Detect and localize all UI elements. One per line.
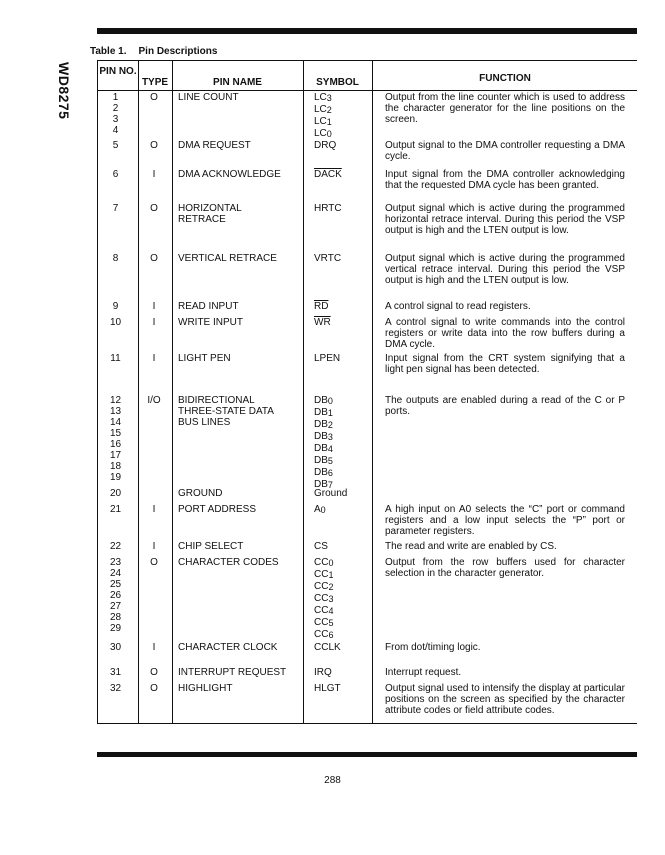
column-divider [138, 61, 139, 723]
pin-function: Output from the line counter which is used to address the character generator for the line positions on the screen. [385, 92, 625, 125]
pin-function: Input signal from the DMA controller acknowledging that the requested DMA cycle has been granted. [385, 169, 625, 191]
pin-symbol [314, 541, 384, 552]
symbol-line: CCLK [314, 642, 341, 653]
pin-name: CHARACTER CODES [178, 557, 279, 568]
pin-name: READ INPUT [178, 301, 239, 312]
pin-numbers: 8 [112, 253, 119, 264]
symbol-line: DACK [314, 169, 342, 180]
pin-numbers: 9 [112, 301, 119, 312]
pin-numbers: 5 [112, 140, 119, 151]
pin-name: HORIZONTAL RETRACE [178, 203, 242, 225]
symbol-line: $DB_5$ [314, 455, 333, 466]
pin-function: A high input on A0 selects the “C” port or command registers and a low input selects the “P” port or parameter registers. [385, 504, 625, 537]
pin-type: O [150, 92, 158, 103]
symbol-line: $DB_7$ [314, 479, 333, 490]
symbol-line: $LC_3$ [314, 92, 332, 103]
symbol-line: $CC_6$ [314, 629, 334, 640]
pin-function: A control signal to read registers. [385, 301, 531, 312]
column-divider [172, 61, 173, 723]
pin-name: GROUND [178, 488, 223, 499]
pin-type: O [150, 253, 158, 264]
symbol-line: $DB_4$ [314, 443, 333, 454]
pin-symbol [314, 395, 384, 491]
pin-numbers: 1 2 3 4 [112, 92, 119, 136]
pin-symbol [314, 488, 384, 499]
pin-numbers: 6 [112, 169, 119, 180]
pin-function: Input signal from the CRT system signifying that a light pen signal has been detected. [385, 353, 625, 375]
pin-numbers: 31 [109, 667, 122, 678]
column-divider [303, 61, 304, 723]
pin-name: CHARACTER CLOCK [178, 642, 278, 653]
pin-numbers: 23 24 25 26 27 28 29 [109, 557, 122, 634]
pin-name: LIGHT PEN [178, 353, 231, 364]
symbol-line: $CC_5$ [314, 617, 334, 628]
symbol-line: $DB_2$ [314, 419, 333, 430]
pin-numbers: 22 [109, 541, 122, 552]
pin-numbers: 11 [110, 353, 121, 364]
table-caption [90, 46, 229, 57]
pin-name: INTERRUPT REQUEST [178, 667, 287, 678]
bottom-rule [97, 752, 637, 757]
pin-type: O [150, 683, 158, 694]
pin-symbol [314, 92, 384, 140]
document-side-label: WD8275 [56, 62, 72, 120]
pin-symbol [314, 683, 384, 694]
pin-function: From dot/timing logic. [385, 642, 481, 653]
pin-function: Output from the row buffers used for character selection in the character generator. [385, 557, 625, 579]
symbol-line: $DB_0$ [314, 395, 333, 406]
pin-symbol [314, 642, 384, 653]
pin-name: WRITE INPUT [178, 317, 243, 328]
pin-type: I [152, 504, 156, 515]
pin-symbol [314, 353, 384, 364]
pin-type: O [150, 140, 158, 151]
pin-name: DMA ACKNOWLEDGE [178, 169, 281, 180]
symbol-line: HLGT [314, 683, 341, 694]
symbol-line: LPEN [314, 353, 341, 364]
symbol-line: $CC_3$ [314, 593, 334, 604]
pin-type: I [152, 301, 156, 312]
pin-type: I [152, 541, 156, 552]
pin-type: I [152, 317, 156, 328]
table-title: Pin Descriptions [138, 46, 218, 57]
pin-type: I [152, 642, 156, 653]
pin-type: O [150, 203, 158, 214]
symbol-line: $LC_2$ [314, 104, 332, 115]
pin-name: BIDIRECTIONAL THREE-STATE DATA BUS LINES [178, 395, 274, 428]
pin-type: I [152, 169, 156, 180]
pin-type: I [152, 353, 156, 364]
header-pin-name: PIN NAME [213, 77, 262, 88]
pin-numbers: 20 [109, 488, 122, 499]
pin-function: Output signal which is active during the programmed vertical retrace interval. During this period the VSP output is high and the LTEN output is low. [385, 253, 625, 286]
symbol-line: $DB_6$ [314, 467, 333, 478]
pin-numbers: 30 [109, 642, 122, 653]
symbol-line: $CC_1$ [314, 569, 334, 580]
symbol-line: $LC_0$ [314, 128, 332, 139]
pin-symbol [314, 301, 384, 312]
pin-symbol [314, 317, 384, 328]
pin-numbers: 10 [109, 317, 122, 328]
header-symbol: SYMBOL [316, 77, 359, 88]
pin-description-table [97, 60, 637, 724]
pin-symbol [314, 203, 384, 214]
pin-function: A control signal to write commands into the control registers or write data into the row buffers during a DMA cycle. [385, 317, 625, 350]
header-divider [98, 90, 637, 91]
table-number: Table 1. [90, 46, 127, 57]
symbol-line: DRQ [314, 140, 337, 151]
symbol-line: HRTC [314, 203, 342, 214]
symbol-line: $CC_2$ [314, 581, 334, 592]
pin-numbers: 32 [109, 683, 122, 694]
pin-function: Output signal used to intensify the display at particular positions on the screen as specified by the character attribute codes or field attribute codes. [385, 683, 625, 716]
symbol-line: $\overline{RD}$ [314, 301, 329, 312]
pin-symbol [314, 140, 384, 151]
pin-function: The read and write are enabled by CS. [385, 541, 557, 552]
pin-function: Output signal to the DMA controller requesting a DMA cycle. [385, 140, 625, 162]
symbol-line: $LC_1$ [314, 116, 332, 127]
symbol-line: $A_0$ [314, 504, 326, 515]
symbol-line: $\overline{WR}$ [314, 317, 331, 328]
pin-type: O [150, 667, 158, 678]
symbol-line: IRQ [314, 667, 332, 678]
symbol-line: Ground [314, 488, 348, 499]
pin-name: PORT ADDRESS [178, 504, 256, 515]
symbol-line: $DB_1$ [314, 407, 333, 418]
symbol-line: CS [314, 541, 328, 552]
pin-name: LINE COUNT [178, 92, 239, 103]
symbol-line: VRTC [314, 253, 342, 264]
header-pin-no: PIN NO. [99, 66, 137, 77]
pin-symbol [314, 253, 384, 264]
pin-symbol [314, 504, 384, 516]
pin-name: CHIP SELECT [178, 541, 244, 552]
symbol-line: $DB_3$ [314, 431, 333, 442]
pin-type: O [150, 557, 158, 568]
top-rule [97, 28, 637, 34]
pin-name: HIGHLIGHT [178, 683, 233, 694]
pin-numbers: 7 [112, 203, 119, 214]
pin-function: Output signal which is active during the programmed horizontal retrace interval. During this period the VSP output is high and the LTEN output is low. [385, 203, 625, 236]
symbol-line: $CC_4$ [314, 605, 334, 616]
pin-name: DMA REQUEST [178, 140, 251, 151]
pin-type: I/O [147, 395, 161, 406]
page-number: 288 [324, 775, 341, 786]
pin-symbol [314, 667, 384, 678]
symbol-line: $CC_0$ [314, 557, 334, 568]
pin-numbers: 21 [109, 504, 122, 515]
pin-symbol [314, 557, 384, 641]
pin-function: Interrupt request. [385, 667, 462, 678]
header-function: FUNCTION [479, 73, 531, 84]
pin-numbers: 12 13 14 15 16 17 18 19 [109, 395, 122, 483]
pin-name: VERTICAL RETRACE [178, 253, 277, 264]
header-type: TYPE [141, 77, 169, 88]
pin-symbol [314, 169, 384, 180]
pin-function: The outputs are enabled during a read of the C or P ports. [385, 395, 625, 417]
